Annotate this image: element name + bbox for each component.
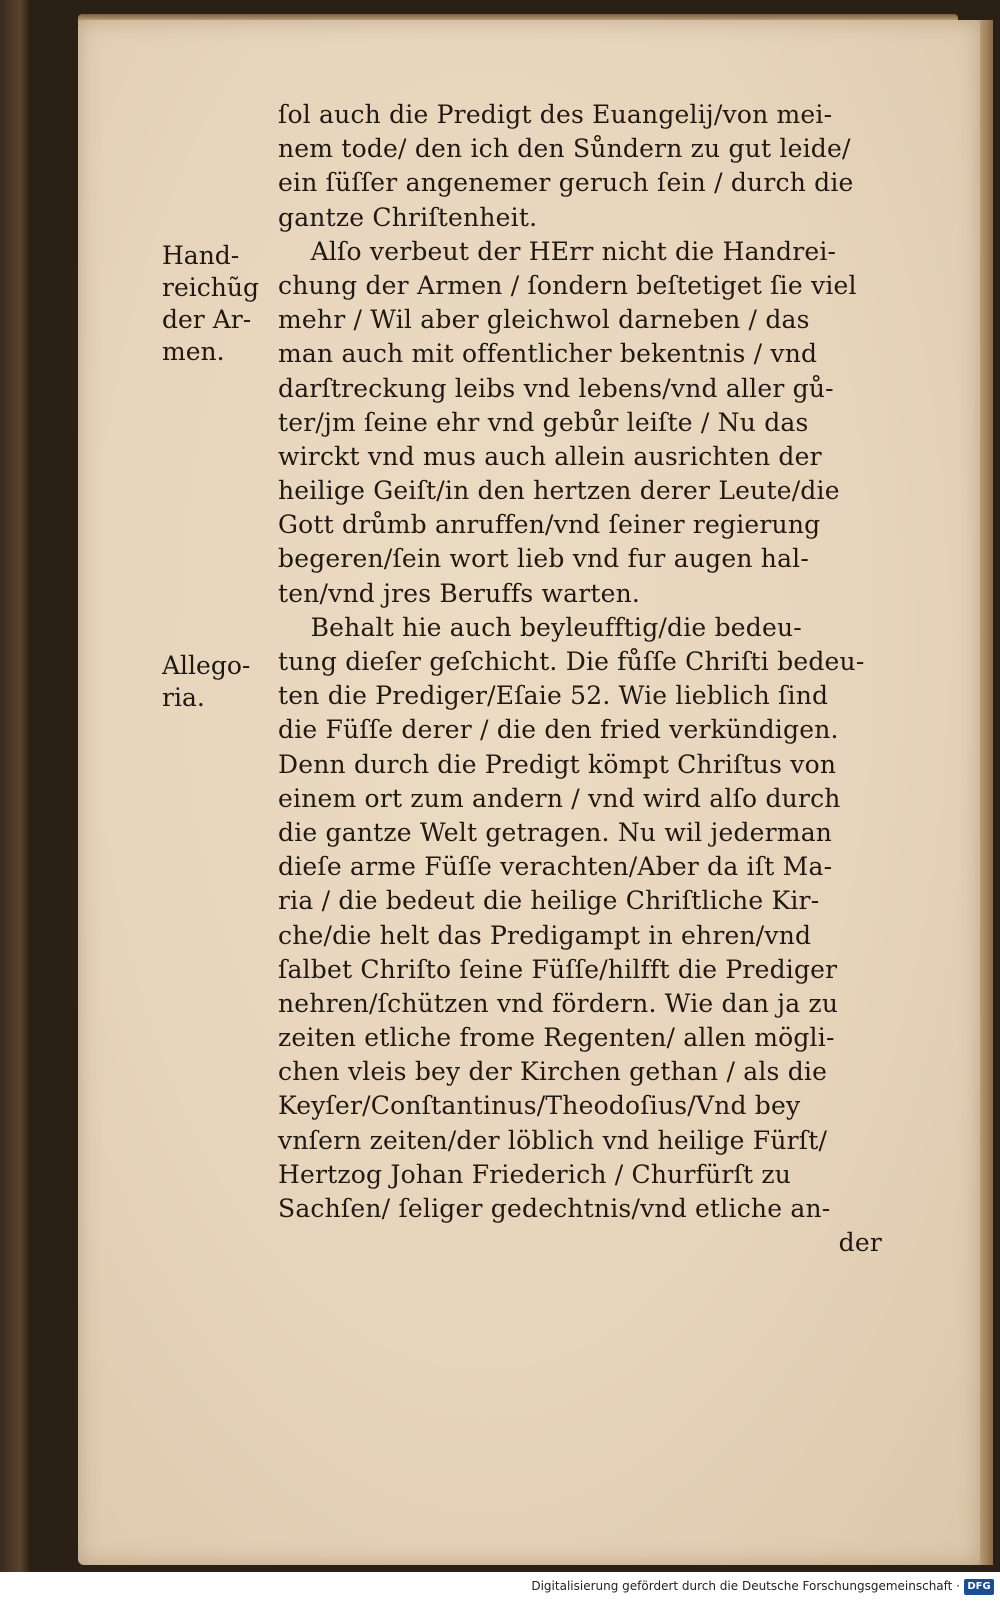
- margin-note-line: der Ar-: [162, 305, 252, 334]
- text-line: heilige Geiſt/in den hertzen derer Leute/die: [278, 476, 840, 506]
- margin-note-line: men.: [162, 337, 225, 366]
- text-line: Behalt hie auch beyleufftig/die bedeu-: [278, 612, 802, 642]
- text-line: man auch mit offentlicher bekentnis / vnd: [278, 339, 818, 369]
- text-line: die Füſſe derer / die den fried verkündigen.: [278, 715, 839, 745]
- text-line: dieſe arme Füſſe verachten/Aber da iſt Ma-: [278, 852, 833, 882]
- text-line: Sachſen/ ſeliger gedechtnis/vnd etliche an-: [278, 1194, 831, 1223]
- text-line: Hertzog Johan Friederich / Churfürſt zu: [278, 1159, 792, 1189]
- text-line: mehr / Wil aber gleichwol darneben / das: [278, 305, 810, 335]
- text-line: chen vleis bey der Kirchen gethan / als die: [278, 1057, 828, 1087]
- text-line: chung der Armen / ſondern beſtetiget ſie viel: [278, 270, 857, 300]
- margin-note-line: Hand-: [162, 241, 240, 270]
- text-line: che/die helt das Predigampt in ehren/vnd: [278, 920, 812, 950]
- text-line: ter/jm ſeine ehr vnd gebůr leiſte / Nu das: [278, 407, 809, 437]
- margin-note-line: Allego-: [162, 651, 251, 680]
- dfg-logo: DFG: [964, 1579, 994, 1595]
- text-line: Gott drůmb anruffen/vnd ſeiner regierung: [278, 510, 821, 540]
- margin-note-line: ria.: [162, 683, 205, 712]
- funding-credit: Digitalisierung gefördert durch die Deutsche Forschungsgemeinschaft ·: [531, 1579, 960, 1593]
- text-line: vnſern zeiten/der löblich vnd heilige Fürſt/: [278, 1125, 828, 1155]
- margin-note-allegoria: [162, 650, 272, 714]
- text-line: ten die Prediger/Eſaie 52. Wie lieblich ſind: [278, 681, 829, 711]
- margin-note-line: reichũg: [162, 273, 259, 302]
- text-line: gantze Chriſtenheit.: [278, 202, 538, 232]
- text-line: tung dieſer geſchicht. Die fůſſe Chriſti bedeu-: [278, 647, 865, 676]
- text-line: wirckt vnd mus auch allein ausrichten der: [278, 441, 822, 471]
- body-text: [278, 98, 908, 1260]
- margin-note-handreichung: [162, 240, 272, 368]
- text-line: ſalbet Chriſto ſeine Füſſe/hilfft die Prediger: [278, 954, 838, 984]
- footer-bar: [0, 1572, 1000, 1602]
- text-line: einem ort zum andern / vnd wird alſo durch: [278, 783, 841, 813]
- text-line: zeiten etliche frome Regenten/ allen mögli-: [278, 1023, 835, 1053]
- text-line: Keyſer/Conſtantinus/Theodoſius/Vnd bey: [278, 1091, 801, 1121]
- text-line: die gantze Welt getragen. Nu wil jederman: [278, 817, 833, 847]
- text-line: darſtreckung leibs vnd lebens/vnd aller gů-: [278, 373, 834, 403]
- text-line: ein ſüſſer angenemer geruch ſein / durch die: [278, 168, 854, 198]
- text-line: nehren/ſchützen vnd fördern. Wie dan ja zu: [278, 988, 839, 1018]
- text-line: Denn durch die Predigt kömpt Chriſtus von: [278, 749, 837, 779]
- text-line: begeren/ſein wort lieb vnd fur augen hal-: [278, 544, 810, 574]
- text-line: ten/vnd jres Beruffs warten.: [278, 578, 641, 608]
- text-line: ſol auch die Predigt des Euangelij/von mei-: [278, 100, 833, 129]
- text-line: nem tode/ den ich den Sůndern zu gut leide/: [278, 134, 851, 164]
- catchword: der: [838, 1228, 882, 1258]
- text-line: ria / die bedeut die heilige Chriſtliche Kir-: [278, 886, 820, 916]
- text-line: Alſo verbeut der HErr nicht die Handrei-: [278, 236, 837, 266]
